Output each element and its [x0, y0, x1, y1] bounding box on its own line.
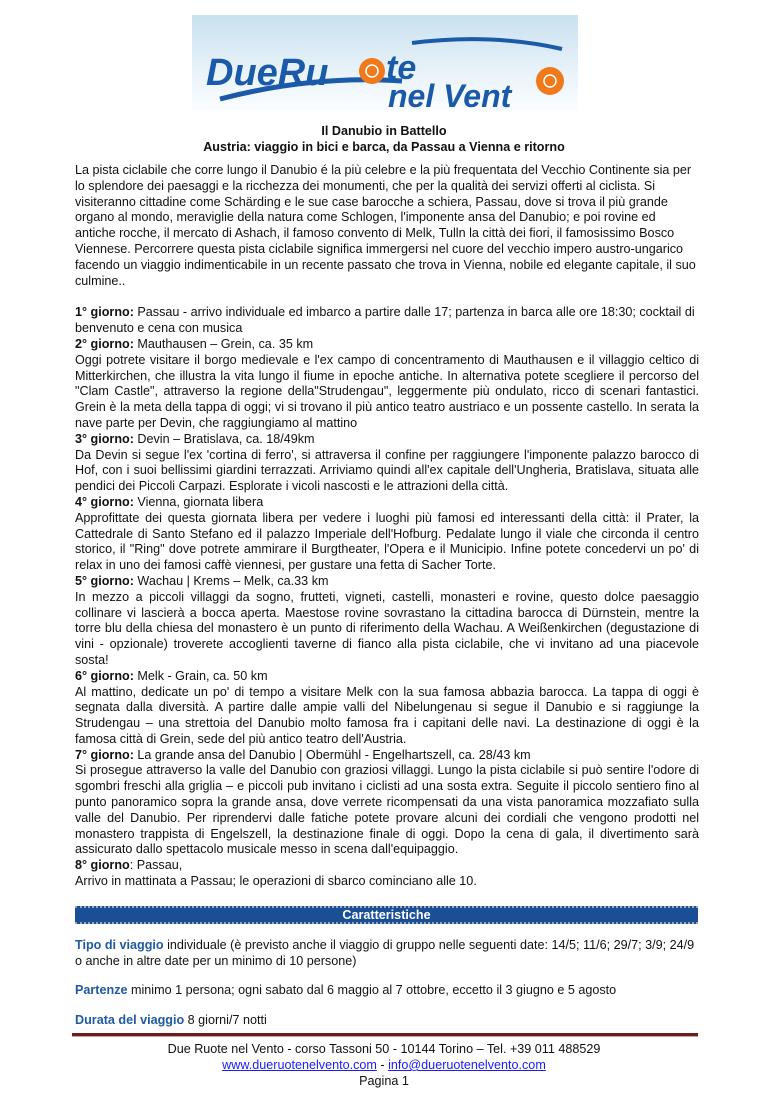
day-heading — [75, 432, 699, 448]
characteristic-label: Tipo di viaggio — [75, 937, 164, 952]
day-description: Approfittate dei questa giornata libera per vedere i luoghi più famosi ed interessanti della città: il Prater, la Cattedrale di Santo Stefano ed il palazzo Imperiale dell'Hofburg. Pedalate lungo il viale che circonda il centro storico, il "Ring" dove potrete ammirare il Burgtheater, l'Opera e il Municipio. Infine potete concedervi un po' di relax in uno dei famosi caffè viennesi, per gustare una fetta di Sacher Torte. — [75, 510, 699, 573]
website-link[interactable]: www.dueruotenelvento.com — [222, 1058, 377, 1073]
footer-divider — [72, 1033, 698, 1037]
day-title: Mauthausen – Grein, ca. 35 km — [133, 336, 314, 351]
day-heading — [75, 669, 699, 685]
day-label: 5° giorno: — [75, 573, 134, 588]
characteristic-trip-type — [75, 938, 699, 970]
day-title: Wachau | Krems – Melk, ca.33 km — [133, 573, 329, 588]
day-label: 8° giorno — [75, 858, 130, 873]
svg-text:nel Vent: nel Vent — [388, 78, 512, 111]
day-label: 7° giorno: — [75, 747, 134, 762]
characteristic-label: Partenze — [75, 983, 128, 998]
characteristic-value: minimo 1 persona; ogni sabato dal 6 maggio al 7 ottobre, eccetto il 3 giugno e 5 agosto — [127, 983, 617, 998]
page-number: Pagina 1 — [359, 1074, 409, 1089]
day-description: Al mattino, dedicate un po' di tempo a visitare Melk con la sua famosa abbazia barocca. La tappa di oggi è segnata dalla diversità. A partire dalle ampie valli del Nibelungenau si segue il Danubio e si raggiunge la Strudengau – una strettoia del Danubio molto famosa fra i capitani delle navi. La destinazione di oggi è la famosa città di Grein, sede del più antico teatro dell'Austria. — [75, 684, 699, 746]
day-description: Si prosegue attraverso la valle del Danubio con graziosi villaggi. Lungo la pista ciclabile si può sentire l'odore di sgombri freschi alla griglia – e piccoli pub invitano i ciclisti ad una sosta extra. Seguite il piccolo sentiero fino al punto panoramico sopra la grande ansa, dove verrete ricompensati da una vista panoramica mozzafiato sulla valle del Danubio. Per riprendervi dalle fatiche potete provare alcuni dei cordiali che vengono prodotti nel monastero trappista di Engelszell, la destinazione finale di oggi. Dopo la cena di gala, il divertimento sarà assicurato dallo spettacolo musicale messo in scena dall'equipaggio. — [75, 763, 699, 857]
characteristic-value: 8 giorni/7 notti — [184, 1013, 267, 1028]
itinerary — [75, 163, 699, 890]
day-title: Devin – Bratislava, ca. 18/49km — [133, 431, 315, 446]
day-label: 6° giorno: — [75, 668, 134, 683]
day-description: Oggi potrete visitare il borgo medievale e l'ex campo di concentramento di Mauthausen e il villaggio celtico di Mitterkirchen, che illustra la vita lungo il fiume in epoche antiche. In alternativa potete scegliere il percorso del "Clam Castle", attraverso la regione della"Strudengau", leggermente più ondulato, ricco di scenari fantastici. Grein è la meta della tappa di oggi; vi si trovano il più antico teatro austriaco e un possente castello. In serata la nave parte per Devin, che raggiungiamo al mattino — [75, 352, 699, 430]
day-heading — [75, 748, 699, 764]
day-heading — [75, 495, 699, 511]
intro-paragraph: La pista ciclabile che corre lungo il Danubio é la più celebre e la più frequentata del Vecchio Continente sia per lo splendore dei paesaggi e la ricchezza dei monumenti, che per la qualità dei servizi offerti al ciclista. Si visiteranno cittadine come Schärding e le sue case barocche a schiera, Passau, dove si trova il più grande organo al mondo, meraviglie della natura come Schlogen, l'imponente ansa del Danubio; e poi rovine ed antiche rocche, il mercato di Ashach, il famoso convento di Melk, Tulln la città dei fiori, il famosissimo Bosco Viennese. Percorrere questa pista ciclabile significa immergersi nel cuore del vecchio impero austro-ungarico facendo un viaggio indimenticabile in un recente passato che trova in Vienna, nobile ed elegante capitale, il suo culmine.. — [75, 163, 696, 288]
day-label: 2° giorno: — [75, 336, 134, 351]
email-link[interactable]: info@dueruotenelvento.com — [388, 1058, 546, 1073]
day-title: La grande ansa del Danubio | Obermühl - Engelhartszell, ca. 28/43 km — [133, 747, 531, 762]
day-title: : Passau, — [129, 858, 183, 873]
day-title: Melk - Grain, ca. 50 km — [133, 668, 268, 683]
footer — [0, 1041, 768, 1089]
svg-text:DueRu: DueRu — [206, 52, 329, 94]
characteristic-departures — [75, 983, 699, 999]
day-heading — [75, 305, 699, 337]
day-description: Da Devin si segue l'ex 'cortina di ferro', si attraversa il confine per raggiungere l'imponente palazzo barocco di Hof, con i suoi bellissimi giardini terrazzati. Arriviamo quindi all'ex capitale dell'Ungheria, Bratislava, situata alle pendici dei Piccoli Carpazi. Esplorate i vicoli nascosti e le attrazioni della città. — [75, 447, 699, 494]
characteristic-value: individuale (è previsto anche il viaggio di gruppo nelle seguenti date: 14/5; 11/6; 29/7; 3/9; 24/9 o anche in altre date per un minimo di 10 persone) — [75, 937, 695, 968]
day-title: Vienna, giornata libera — [133, 494, 264, 509]
day-heading — [75, 574, 699, 590]
day-title: Passau - arrivo individuale ed imbarco a partire dalle 17; partenza in barca alle ore 18:30; cocktail di benvenuto e cena con musica — [75, 305, 695, 336]
document-title: Il Danubio in Battello — [321, 124, 447, 138]
day-label: 3° giorno: — [75, 431, 134, 446]
footer-address: Due Ruote nel Vento - corso Tassoni 50 - 10144 Torino – Tel. +39 011 488529 — [167, 1042, 601, 1057]
day-label: 4° giorno: — [75, 494, 134, 509]
section-header: Caratteristiche — [75, 906, 698, 924]
day-label: 1° giorno: — [75, 305, 134, 320]
svg-text:te: te — [386, 49, 417, 87]
characteristic-label: Durata del viaggio — [75, 1013, 185, 1028]
day-description: In mezzo a piccoli villaggi da sogno, frutteti, vigneti, castelli, monasteri e rovine, questo dolce paesaggio collinare vi lascierà a bocca aperta. Maestose rovine sovrastano la cittadina barocca di Dürnstein, mentre la torre blu della chiesa del monastero è un punto di riferimento della Wachau. A Weißenkirchen (degustazione di vini - opzionale) troverete accoglienti taverne di fianco alla pista ciclabile, che vi invitano ad una piacevole sosta! — [75, 589, 699, 667]
day-heading — [75, 858, 699, 874]
day-description: Arrivo in mattinata a Passau; le operazioni di sbarco cominciano alle 10. — [75, 874, 477, 889]
day-heading — [75, 337, 699, 353]
day-list — [75, 305, 699, 889]
footer-separator: - — [376, 1058, 389, 1073]
document-subtitle: Austria: viaggio in bici e barca, da Passau a Vienna e ritorno — [203, 140, 565, 154]
characteristic-duration — [75, 1013, 699, 1029]
